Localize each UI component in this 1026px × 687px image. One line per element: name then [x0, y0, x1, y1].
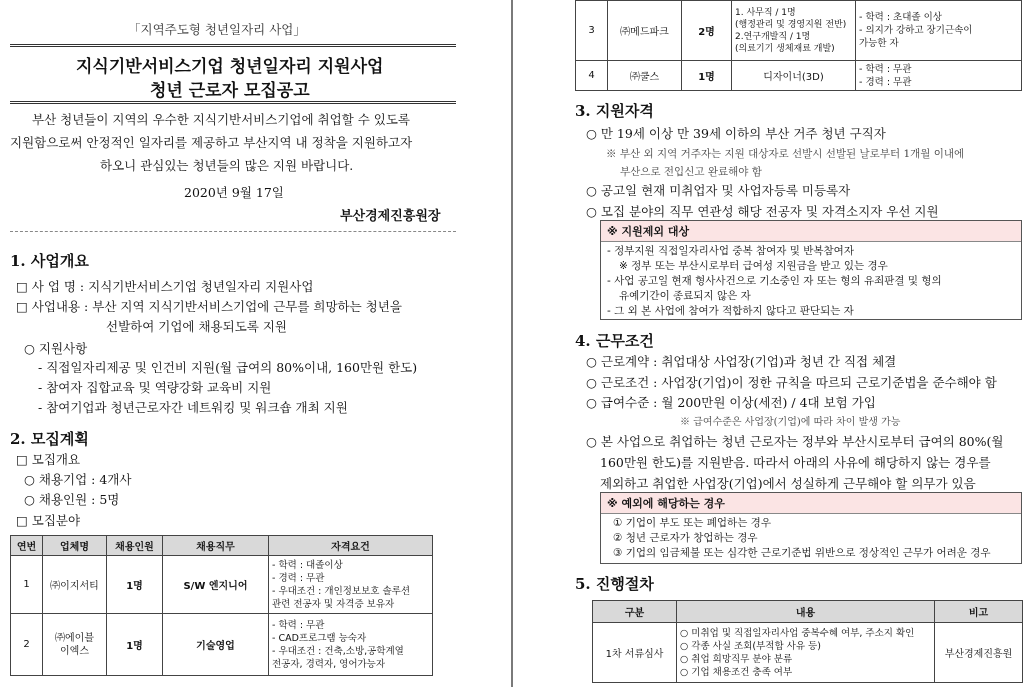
- s4-line: ○ 급여수준 : 월 200만원 이상(세전) / 4대 보험 가입: [586, 395, 876, 410]
- notice-date: 2020년 9월 17일: [184, 185, 284, 200]
- section-4-title: 4. 근무조건: [575, 332, 654, 350]
- th-content: 내용: [677, 601, 935, 623]
- table-row: 4 ㈜쿨스 1명 디자이너(3D) - 학력 : 무관 - 경력 : 무관: [576, 61, 1022, 91]
- s1-line: ○ 지원사항: [24, 341, 88, 356]
- s2-line: □ 모집개요: [16, 452, 81, 467]
- s3-line: ○ 만 19세 이상 만 39세 이하의 부산 거주 청년 구직자: [586, 126, 886, 141]
- th-stage: 구분: [593, 601, 677, 623]
- s3-note: ※ 부산 외 지역 거주자는 지원 대상자로 선발시 선발된 날로부터 1개월 이내에: [606, 148, 965, 160]
- s1-line: - 직접일자리제공 및 인건비 지원(월 급여의 80%이내, 160만원 한도): [38, 360, 418, 375]
- divider: [10, 231, 456, 232]
- s1-line: - 참여자 집합교육 및 역량강화 교육비 지원: [38, 380, 272, 395]
- exception-title: ※ 예외에 해당하는 경우: [601, 493, 1021, 514]
- s2-line: □ 모집분야: [16, 513, 81, 528]
- doc-title: 지식기반서비스기업 청년일자리 지원사업: [76, 57, 384, 77]
- title-rule-top: [10, 44, 456, 47]
- exception-box: ※ 예외에 해당하는 경우 ① 기업이 부도 또는 폐업하는 경우 ② 청년 근로자가 창업하는 경우 ③ 기업의 임금체불 또는 심각한 근로기준법 위반으로 정상적인 근무가 어려운 경우: [600, 492, 1022, 564]
- th-note: 비고: [935, 601, 1023, 623]
- th-job: 채용직무: [163, 536, 269, 556]
- section-1-title: 1. 사업개요: [10, 252, 89, 270]
- s1-line: □ 사업내용 : 부산 지역 지식기반서비스기업에 근무를 희망하는 청년을: [16, 299, 402, 314]
- s4-line: ○ 근로조건 : 사업장(기업)이 정한 규칙을 따르되 근로기준법을 준수해야 함: [586, 375, 997, 390]
- th-count: 채용인원: [107, 536, 163, 556]
- page-gutter: [476, 0, 522, 687]
- s2-line: ○ 채용기업 : 4개사: [24, 472, 132, 487]
- s4-line: ○ 근로계약 : 취업대상 사업장(기업)과 청년 간 직접 체결: [586, 354, 897, 369]
- s1-line: □ 사 업 명 : 지식기반서비스기업 청년일자리 지원사업: [16, 279, 314, 294]
- s3-line: ○ 모집 분야의 직무 연관성 해당 전공자 및 자격소지자 우선 지원: [586, 204, 939, 219]
- th-company: 업체명: [43, 536, 107, 556]
- s3-note: 부산으로 전입신고 완료해야 함: [620, 166, 762, 178]
- s4-line: 제외하고 취업한 사업장(기업)에서 성실하게 근무해야 할 의무가 있음: [600, 476, 976, 491]
- s2-line: ○ 채용인원 : 5명: [24, 492, 120, 507]
- s1-line: 선발하여 기업에 채용되도록 지원: [106, 319, 287, 334]
- s4-line: ○ 본 사업으로 취업하는 청년 근로자는 정부와 부산시로부터 급여의 80%(월: [586, 434, 1004, 449]
- th-no: 연번: [11, 536, 43, 556]
- th-req: 자격요건: [269, 536, 433, 556]
- process-table: [592, 600, 1023, 683]
- recruit-table-continued: [575, 0, 1022, 91]
- section-5-title: 5. 진행절차: [575, 575, 654, 593]
- page-separator: [511, 0, 513, 687]
- s4-note: ※ 급여수준은 사업장(기업)에 따라 차이 발생 가능: [680, 417, 901, 428]
- exclusion-title: ※ 지원제외 대상: [601, 221, 1021, 242]
- program-tag: 「지역주도형 청년일자리 사업」: [128, 22, 306, 37]
- left-page: [0, 0, 476, 687]
- issuer-name: 부산경제진흥원장: [340, 209, 441, 224]
- table-row: 1 ㈜이지서티 1명 S/W 엔지니어 - 학력 : 대졸이상 - 경력 : 무관 - 우대조건 : 개인정보보호 솔루션 관련 전공자 및 자격증 보유자: [11, 556, 433, 614]
- table-row: 2 ㈜에이블 이엑스 1명 기술영업 - 학력 : 무관 - CAD프로그램 능숙자 - 우대조건 : 건축,소방,공학계열 전공자, 경력자, 영어가능자: [11, 614, 433, 676]
- right-page: [522, 0, 1026, 687]
- section-2-title: 2. 모집계획: [10, 430, 89, 448]
- intro-line-2: 지원함으로써 안정적인 일자리를 제공하고 부산지역 내 정착을 지원하고자: [10, 135, 413, 150]
- intro-line-3: 하오니 관심있는 청년들의 많은 지원 바랍니다.: [100, 158, 354, 173]
- table-row: 1차 서류심사 ○ 미취업 및 직접일자리사업 중복수혜 여부, 주소지 확인 ○ 각종 사실 조회(부적합 사유 등) ○ 취업 희망직무 분야 분류 ○ 기업 채용조건 충족 여부 부산경제진흥원: [593, 623, 1023, 683]
- title-rule-bottom: [10, 101, 456, 104]
- exclusion-box: ※ 지원제외 대상 - 정부지원 직접일자리사업 중복 참여자 및 반복참여자 ※ 정부 또는 부산시로부터 급여성 지원금을 받고 있는 경우 - 사업 공고일 현재 형사사건으로 기소중인 자 또는 형의 유죄판결 및 형의 유예기간이 종료되지 않은 자 - 그 외 본 사업에 참여가 적합하지 않다고 판단되는 자: [600, 220, 1022, 320]
- recruit-table: [10, 535, 433, 676]
- s4-line: 160만원 한도)를 지원받음. 따라서 아래의 사유에 해당하지 않는 경우를: [600, 455, 991, 470]
- doc-subtitle: 청년 근로자 모집공고: [150, 81, 310, 101]
- s3-line: ○ 공고일 현재 미취업자 및 사업자등록 미등록자: [586, 183, 851, 198]
- s1-line: - 참여기업과 청년근로자간 네트워킹 및 워크숍 개최 지원: [38, 400, 348, 415]
- intro-line-1: 부산 청년들이 지역의 우수한 지식기반서비스기업에 취업할 수 있도록: [32, 112, 410, 127]
- section-3-title: 3. 지원자격: [575, 102, 654, 120]
- table-row: 3 ㈜메드파크 2명 1. 사무직 / 1명 (행정관리 및 경영지원 전반) 2.연구개발직 / 1명 (의료기기 생체재료 개발) - 학력 : 초대졸 이상 - 의지가 강하고 장기근속이 가능한 자: [576, 1, 1022, 61]
